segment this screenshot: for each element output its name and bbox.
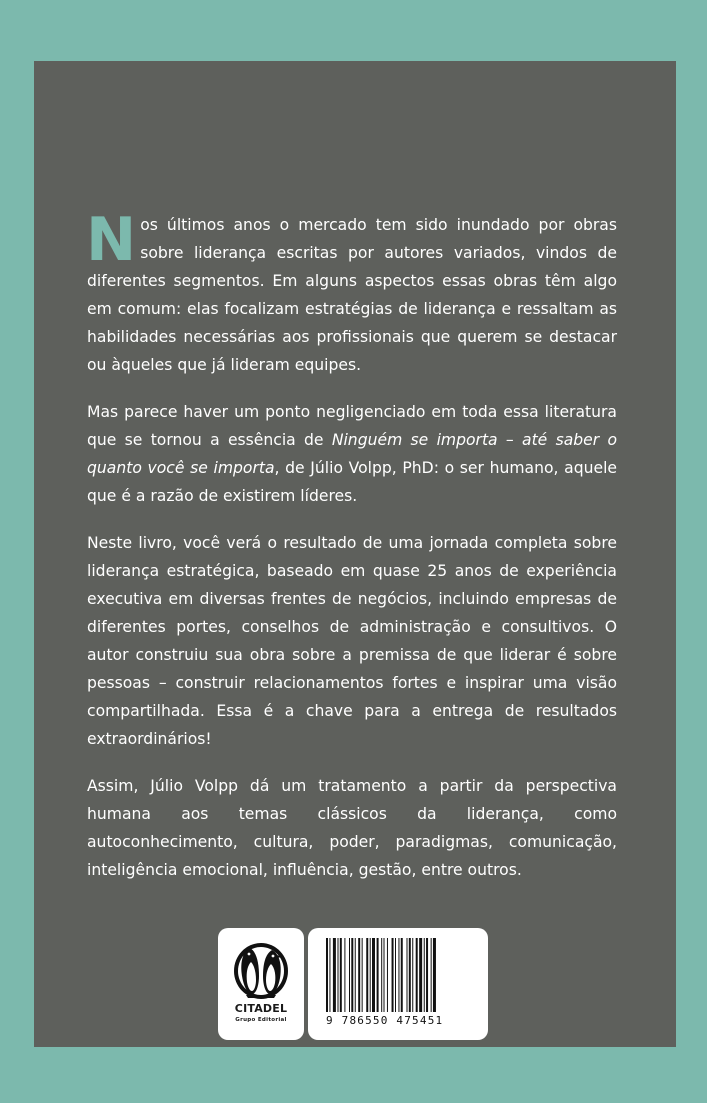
- paragraph-3: Neste livro, você verá o resultado de uma jornada completa sobre liderança estratégica, baseado em quase 25 anos de experiência executiva em diversas frentes de negócios, incluindo empresas de diferentes portes, conselhos de administração e consultivos. O autor construiu sua obra sobre a premissa de que liderar é sobre pessoas – construir relacionamentos fortes e inspirar uma visão compartilhada. Essa é a chave para a entrega de resultados extraordinários!: [87, 534, 617, 748]
- publisher-logo: [218, 928, 304, 1040]
- barcode-bar: [358, 938, 360, 1012]
- barcode-bar: [362, 938, 363, 1012]
- paragraph-1: [86, 205, 617, 379]
- book-title: Ninguém se importa – até saber o quanto você se importa: [87, 431, 617, 477]
- barcode-bar: [349, 938, 350, 1012]
- barcode-bar: [326, 938, 328, 1012]
- barcode-bar: [392, 938, 394, 1012]
- barcode-bar: [377, 938, 379, 1012]
- barcode-bar: [372, 938, 375, 1012]
- barcode-bar: [387, 938, 388, 1012]
- barcode-bar: [366, 938, 368, 1012]
- barcode-bar: [401, 938, 403, 1012]
- synopsis-text: [86, 205, 617, 903]
- paragraph-4: Assim, Júlio Volpp dá um tratamento a partir da perspectiva humana aos temas clássicos da liderança, como autoconhecimento, cultura, poder, paradigmas, comunicação, inteligência emocional, influência, gestão, entre outros.: [87, 777, 617, 879]
- barcode-bar: [395, 938, 396, 1012]
- barcode-bar: [431, 938, 432, 1012]
- barcode-bar: [424, 938, 425, 1012]
- barcode-bar: [416, 938, 418, 1012]
- paragraph-2: [87, 398, 617, 510]
- drop-cap: N: [86, 205, 137, 275]
- barcode-bar: [344, 938, 345, 1012]
- barcode-bar: [407, 938, 408, 1012]
- barcode-bar: [355, 938, 356, 1012]
- barcode-bar: [338, 938, 339, 1012]
- barcode-area: [308, 928, 488, 1040]
- barcode-bar: [398, 938, 399, 1012]
- publisher-name: CITADEL: [234, 1002, 288, 1015]
- barcode-icon: [326, 938, 472, 1014]
- barcode-bar: [351, 938, 353, 1012]
- barcode-bar: [409, 938, 411, 1012]
- penguins-icon: [232, 938, 290, 1000]
- paragraph-1-text: os últimos anos o mercado tem sido inundado por obras sobre liderança escritas por autores variados, vindos de diferentes segmentos. Em alguns aspectos essas obras têm algo em comum: elas focalizam estratégias de liderança e ressaltam as habilidades necessárias aos profissionais que querem se destacar ou àqueles que já lideram equipes.: [87, 216, 617, 374]
- barcode-bar: [433, 938, 436, 1012]
- isbn-number: 9 786550 475451: [326, 1014, 444, 1027]
- barcode-bar: [370, 938, 371, 1012]
- barcode-bar: [340, 938, 342, 1012]
- barcode-bar: [381, 938, 382, 1012]
- publisher-subtitle: Grupo Editorial: [235, 1017, 287, 1023]
- barcode-bar: [412, 938, 413, 1012]
- barcode-bar: [426, 938, 428, 1012]
- barcode-bar: [329, 938, 330, 1012]
- paragraph-2-after: , de Júlio Volpp, PhD: o ser humano, aquele que é a razão de existirem líderes.: [87, 459, 617, 505]
- barcode-bar: [333, 938, 336, 1012]
- barcode-bar: [384, 938, 385, 1012]
- paragraph-2-before: Mas parece haver um ponto negligenciado em toda essa literatura que se tornou a essência de: [87, 403, 617, 449]
- barcode-bar: [419, 938, 422, 1012]
